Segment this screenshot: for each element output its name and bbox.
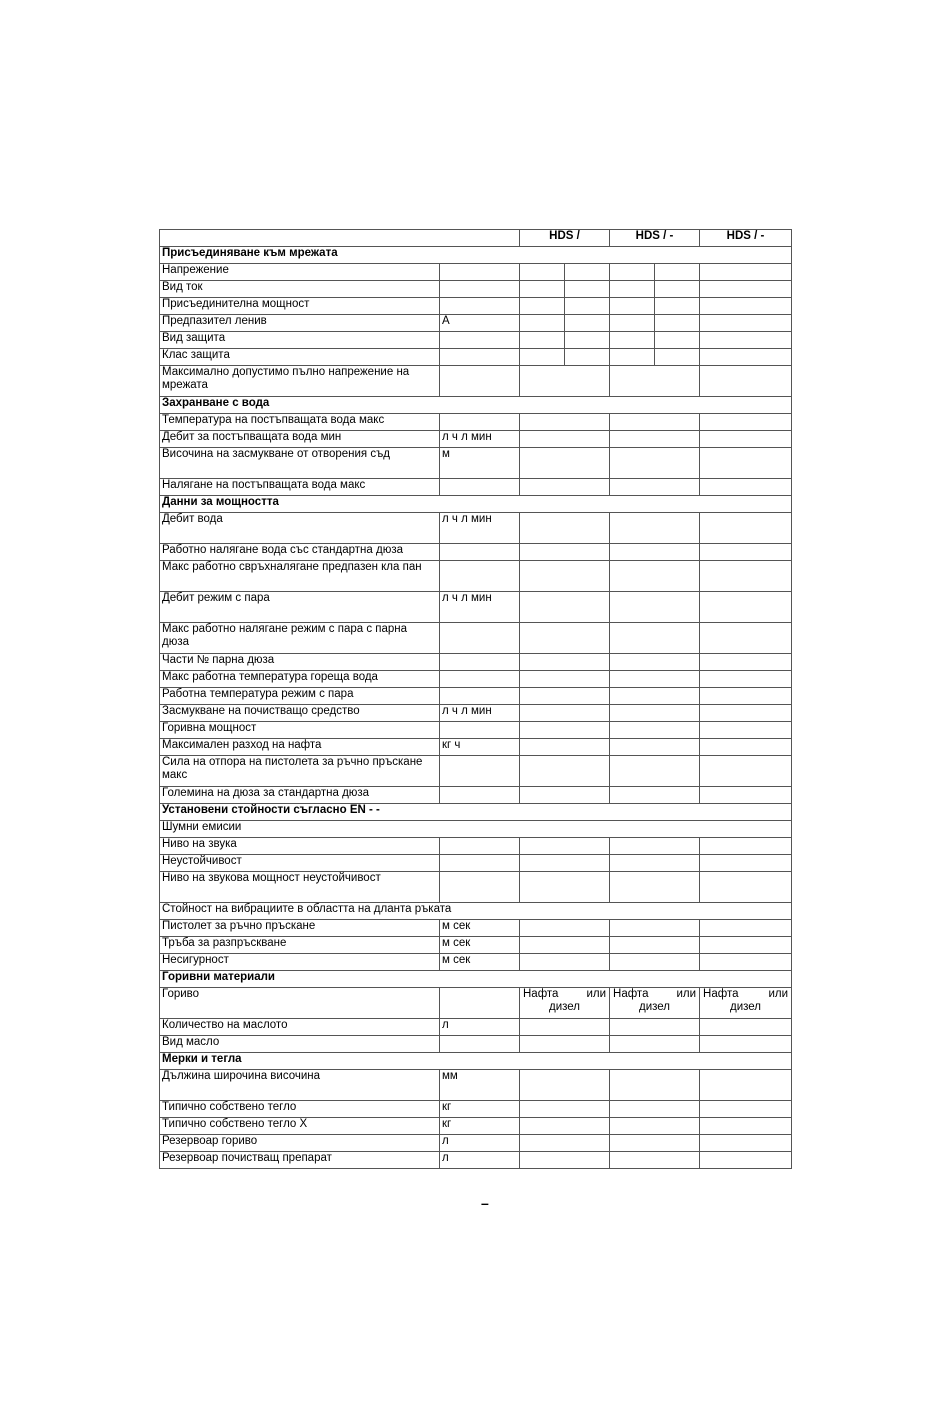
- row-label: Ниво на звукова мощност неустойчивост: [160, 872, 440, 903]
- value-cell: [520, 623, 610, 654]
- row-label: Вид масло: [160, 1036, 440, 1053]
- value-cell: [520, 1135, 610, 1152]
- value-cell: [700, 722, 792, 739]
- section-title: Установени стойности съгласно EN - -: [160, 804, 792, 821]
- row-label: Макс работно налягане режим с пара с парна дюза: [160, 623, 440, 654]
- value-cell: [610, 332, 655, 349]
- row-label: Засмукване на почистващо средство: [160, 705, 440, 722]
- value-cell: [610, 787, 700, 804]
- value-cell: [610, 431, 700, 448]
- value-cell: [610, 954, 700, 971]
- section-row: [160, 247, 792, 264]
- value-cell: [700, 654, 792, 671]
- row-unit: л: [440, 1135, 520, 1152]
- table-row: [160, 264, 792, 281]
- value-cell: [520, 954, 610, 971]
- table-row: [160, 838, 792, 855]
- row-unit: л: [440, 1019, 520, 1036]
- subheading-cell: Шумни емисии: [160, 821, 792, 838]
- row-label: Предпазител ленив: [160, 315, 440, 332]
- value-cell: [565, 281, 610, 298]
- row-label: Вид ток: [160, 281, 440, 298]
- fuel-value-line2: дизел: [639, 1001, 671, 1013]
- value-cell: [700, 1135, 792, 1152]
- value-cell: [610, 654, 700, 671]
- table-row: [160, 431, 792, 448]
- row-label: Дебит режим с пара: [160, 592, 440, 623]
- row-unit: [440, 722, 520, 739]
- table-row: [160, 623, 792, 654]
- table-row: [160, 821, 792, 838]
- value-cell: [700, 1036, 792, 1053]
- row-unit: [440, 479, 520, 496]
- value-cell: [610, 688, 700, 705]
- value-cell: [610, 592, 700, 623]
- row-unit: л ч л мин: [440, 431, 520, 448]
- value-cell: [565, 315, 610, 332]
- value-cell: [520, 513, 610, 544]
- value-cell: [520, 739, 610, 756]
- value-cell: [610, 1101, 700, 1118]
- value-cell: [700, 623, 792, 654]
- row-label: Дебит вода: [160, 513, 440, 544]
- value-cell: [610, 1118, 700, 1135]
- table-row: [160, 739, 792, 756]
- value-cell: [520, 561, 610, 592]
- row-unit: [440, 623, 520, 654]
- row-label: Количество на маслото: [160, 1019, 440, 1036]
- value-cell: [610, 561, 700, 592]
- section-row: [160, 971, 792, 988]
- table-row: [160, 448, 792, 479]
- row-label: Пистолет за ръчно пръскане: [160, 920, 440, 937]
- value-cell: [700, 855, 792, 872]
- value-cell: [655, 264, 700, 281]
- table-row: [160, 688, 792, 705]
- row-label: Работно налягане вода със стандартна дюза: [160, 544, 440, 561]
- value-cell: [655, 281, 700, 298]
- value-cell: [610, 281, 655, 298]
- value-cell: [700, 954, 792, 971]
- value-cell: [610, 920, 700, 937]
- value-cell: [655, 315, 700, 332]
- fuel-value-cell: [610, 988, 700, 1019]
- section-title: Захранване с вода: [160, 397, 792, 414]
- table-row: [160, 954, 792, 971]
- row-label: Клас защита: [160, 349, 440, 366]
- value-cell: [610, 671, 700, 688]
- fuel-value-line2: дизел: [730, 1001, 762, 1013]
- subheading-cell: Стойност на вибрациите в областта на дланта ръката: [160, 903, 792, 920]
- value-cell: [700, 705, 792, 722]
- spec-table: [159, 229, 792, 1169]
- section-title: Данни за мощността: [160, 496, 792, 513]
- value-cell: [700, 561, 792, 592]
- value-cell: [655, 332, 700, 349]
- value-cell: [610, 544, 700, 561]
- row-unit: [440, 414, 520, 431]
- value-cell: [520, 1118, 610, 1135]
- value-cell: [520, 654, 610, 671]
- value-cell: [520, 756, 610, 787]
- value-cell: [700, 349, 792, 366]
- table-row: [160, 671, 792, 688]
- value-cell: [700, 264, 792, 281]
- row-unit: [440, 872, 520, 903]
- row-label: Горивна мощност: [160, 722, 440, 739]
- value-cell: [520, 872, 610, 903]
- table-row: [160, 988, 792, 1019]
- row-unit: A: [440, 315, 520, 332]
- table-row: [160, 705, 792, 722]
- value-cell: [520, 937, 610, 954]
- row-unit: кг: [440, 1118, 520, 1135]
- table-row: [160, 1152, 792, 1169]
- header-model-1: HDS /: [520, 230, 610, 247]
- table-row: [160, 937, 792, 954]
- fuel-value-line1: Нафта или: [523, 988, 607, 1000]
- value-cell: [610, 264, 655, 281]
- value-cell: [565, 264, 610, 281]
- row-label: Напрежение: [160, 264, 440, 281]
- value-cell: [700, 414, 792, 431]
- table-row: [160, 756, 792, 787]
- value-cell: [610, 937, 700, 954]
- table-row: [160, 513, 792, 544]
- value-cell: [520, 1019, 610, 1036]
- header-row: [160, 230, 792, 247]
- table-row: [160, 315, 792, 332]
- value-cell: [700, 872, 792, 903]
- value-cell: [610, 855, 700, 872]
- row-unit: л ч л мин: [440, 705, 520, 722]
- value-cell: [700, 315, 792, 332]
- row-unit: кг ч: [440, 739, 520, 756]
- value-cell: [610, 1135, 700, 1152]
- value-cell: [610, 414, 700, 431]
- row-unit: м сек: [440, 954, 520, 971]
- table-row: [160, 722, 792, 739]
- value-cell: [520, 315, 565, 332]
- value-cell: [610, 739, 700, 756]
- row-label: Гориво: [160, 988, 440, 1019]
- row-label: Части № парна дюза: [160, 654, 440, 671]
- table-row: [160, 1019, 792, 1036]
- value-cell: [610, 366, 700, 397]
- table-row: [160, 544, 792, 561]
- table-row: [160, 872, 792, 903]
- value-cell: [565, 349, 610, 366]
- section-title: Мерки и тегла: [160, 1053, 792, 1070]
- table-row: [160, 787, 792, 804]
- table-row: [160, 903, 792, 920]
- section-row: [160, 1053, 792, 1070]
- row-unit: [440, 787, 520, 804]
- value-cell: [700, 298, 792, 315]
- value-cell: [520, 1101, 610, 1118]
- row-label: Неустойчивост: [160, 855, 440, 872]
- row-unit: [440, 264, 520, 281]
- row-unit: [440, 298, 520, 315]
- value-cell: [520, 1152, 610, 1169]
- value-cell: [700, 1118, 792, 1135]
- table-row: [160, 414, 792, 431]
- value-cell: [700, 332, 792, 349]
- header-blank: [160, 230, 520, 247]
- value-cell: [700, 592, 792, 623]
- table-row: [160, 1135, 792, 1152]
- value-cell: [700, 1101, 792, 1118]
- row-label: Ниво на звука: [160, 838, 440, 855]
- value-cell: [520, 479, 610, 496]
- page-footer-dash: –: [481, 1195, 489, 1211]
- row-unit: л ч л мин: [440, 592, 520, 623]
- table-row: [160, 1070, 792, 1101]
- section-title: Присъединяване към мрежата: [160, 247, 792, 264]
- row-label: Типично собствено тегло X: [160, 1118, 440, 1135]
- row-unit: [440, 756, 520, 787]
- value-cell: [520, 264, 565, 281]
- row-label: Резервоар почистващ препарат: [160, 1152, 440, 1169]
- row-unit: [440, 688, 520, 705]
- value-cell: [520, 544, 610, 561]
- row-label: Дебит за постъпващата вода мин: [160, 431, 440, 448]
- value-cell: [520, 705, 610, 722]
- value-cell: [610, 315, 655, 332]
- section-row: [160, 804, 792, 821]
- value-cell: [520, 414, 610, 431]
- row-label: Работна температура режим с пара: [160, 688, 440, 705]
- fuel-value-line1: Нафта или: [703, 988, 789, 1000]
- table-row: [160, 298, 792, 315]
- value-cell: [520, 688, 610, 705]
- value-cell: [520, 1036, 610, 1053]
- row-label: Несигурност: [160, 954, 440, 971]
- row-label: Типично собствено тегло: [160, 1101, 440, 1118]
- value-cell: [700, 756, 792, 787]
- value-cell: [520, 1070, 610, 1101]
- row-unit: [440, 544, 520, 561]
- value-cell: [610, 1070, 700, 1101]
- table-row: [160, 1036, 792, 1053]
- value-cell: [610, 349, 655, 366]
- row-unit: м сек: [440, 937, 520, 954]
- fuel-value-cell: [700, 988, 792, 1019]
- value-cell: [610, 756, 700, 787]
- table-row: [160, 1118, 792, 1135]
- value-cell: [610, 705, 700, 722]
- fuel-value-line2: дизел: [549, 1001, 581, 1013]
- value-cell: [700, 479, 792, 496]
- row-label: Големина на дюза за стандартна дюза: [160, 787, 440, 804]
- value-cell: [520, 332, 565, 349]
- value-cell: [700, 688, 792, 705]
- value-cell: [700, 544, 792, 561]
- value-cell: [565, 332, 610, 349]
- value-cell: [700, 838, 792, 855]
- value-cell: [610, 1019, 700, 1036]
- section-title: Горивни материали: [160, 971, 792, 988]
- value-cell: [610, 479, 700, 496]
- value-cell: [700, 513, 792, 544]
- row-unit: мм: [440, 1070, 520, 1101]
- value-cell: [700, 739, 792, 756]
- row-unit: [440, 671, 520, 688]
- row-unit: [440, 332, 520, 349]
- row-label: Сила на отпора на пистолета за ръчно пръскане макс: [160, 756, 440, 787]
- row-label: Резервоар гориво: [160, 1135, 440, 1152]
- value-cell: [610, 1036, 700, 1053]
- table-row: [160, 281, 792, 298]
- value-cell: [610, 838, 700, 855]
- value-cell: [520, 298, 565, 315]
- header-model-3: HDS / -: [700, 230, 792, 247]
- value-cell: [565, 298, 610, 315]
- value-cell: [610, 448, 700, 479]
- row-label: Максимално допустимо пълно напрежение на мрежата: [160, 366, 440, 397]
- table-row: [160, 592, 792, 623]
- row-unit: [440, 988, 520, 1019]
- value-cell: [700, 1070, 792, 1101]
- row-unit: л: [440, 1152, 520, 1169]
- header-model-2: HDS / -: [610, 230, 700, 247]
- value-cell: [520, 722, 610, 739]
- row-label: Температура на постъпващата вода макс: [160, 414, 440, 431]
- value-cell: [700, 366, 792, 397]
- row-unit: м сек: [440, 920, 520, 937]
- value-cell: [655, 349, 700, 366]
- table-row: [160, 920, 792, 937]
- table-row: [160, 332, 792, 349]
- value-cell: [700, 787, 792, 804]
- table-row: [160, 561, 792, 592]
- table-row: [160, 479, 792, 496]
- value-cell: [520, 366, 610, 397]
- row-unit: м: [440, 448, 520, 479]
- table-row: [160, 349, 792, 366]
- value-cell: [610, 298, 655, 315]
- row-unit: [440, 561, 520, 592]
- row-label: Височина на засмукване от отворения съд: [160, 448, 440, 479]
- value-cell: [610, 722, 700, 739]
- row-label: Максимален разход на нафта: [160, 739, 440, 756]
- row-unit: [440, 1036, 520, 1053]
- value-cell: [520, 920, 610, 937]
- row-unit: [440, 349, 520, 366]
- value-cell: [520, 448, 610, 479]
- row-unit: [440, 281, 520, 298]
- section-row: [160, 397, 792, 414]
- row-unit: кг: [440, 1101, 520, 1118]
- row-label: Тръба за разпръскване: [160, 937, 440, 954]
- fuel-value-line1: Нафта или: [613, 988, 697, 1000]
- section-row: [160, 496, 792, 513]
- value-cell: [655, 298, 700, 315]
- value-cell: [700, 920, 792, 937]
- row-unit: [440, 838, 520, 855]
- value-cell: [610, 623, 700, 654]
- row-label: Макс работно свръхналягане предпазен кла пан: [160, 561, 440, 592]
- value-cell: [700, 448, 792, 479]
- value-cell: [700, 431, 792, 448]
- value-cell: [520, 787, 610, 804]
- value-cell: [520, 349, 565, 366]
- row-unit: [440, 366, 520, 397]
- row-label: Вид защита: [160, 332, 440, 349]
- row-label: Присъединителна мощност: [160, 298, 440, 315]
- value-cell: [520, 855, 610, 872]
- value-cell: [700, 1152, 792, 1169]
- value-cell: [520, 592, 610, 623]
- value-cell: [610, 1152, 700, 1169]
- table-row: [160, 855, 792, 872]
- value-cell: [520, 281, 565, 298]
- value-cell: [520, 838, 610, 855]
- row-unit: л ч л мин: [440, 513, 520, 544]
- value-cell: [700, 281, 792, 298]
- value-cell: [700, 671, 792, 688]
- value-cell: [610, 872, 700, 903]
- row-label: Макс работна температура гореща вода: [160, 671, 440, 688]
- table-row: [160, 654, 792, 671]
- row-label: Дължина широчина височина: [160, 1070, 440, 1101]
- value-cell: [520, 671, 610, 688]
- row-unit: [440, 855, 520, 872]
- row-unit: [440, 654, 520, 671]
- table-row: [160, 1101, 792, 1118]
- fuel-value-cell: [520, 988, 610, 1019]
- value-cell: [610, 513, 700, 544]
- value-cell: [520, 431, 610, 448]
- value-cell: [700, 1019, 792, 1036]
- table-row: [160, 366, 792, 397]
- row-label: Налягане на постъпващата вода макс: [160, 479, 440, 496]
- value-cell: [700, 937, 792, 954]
